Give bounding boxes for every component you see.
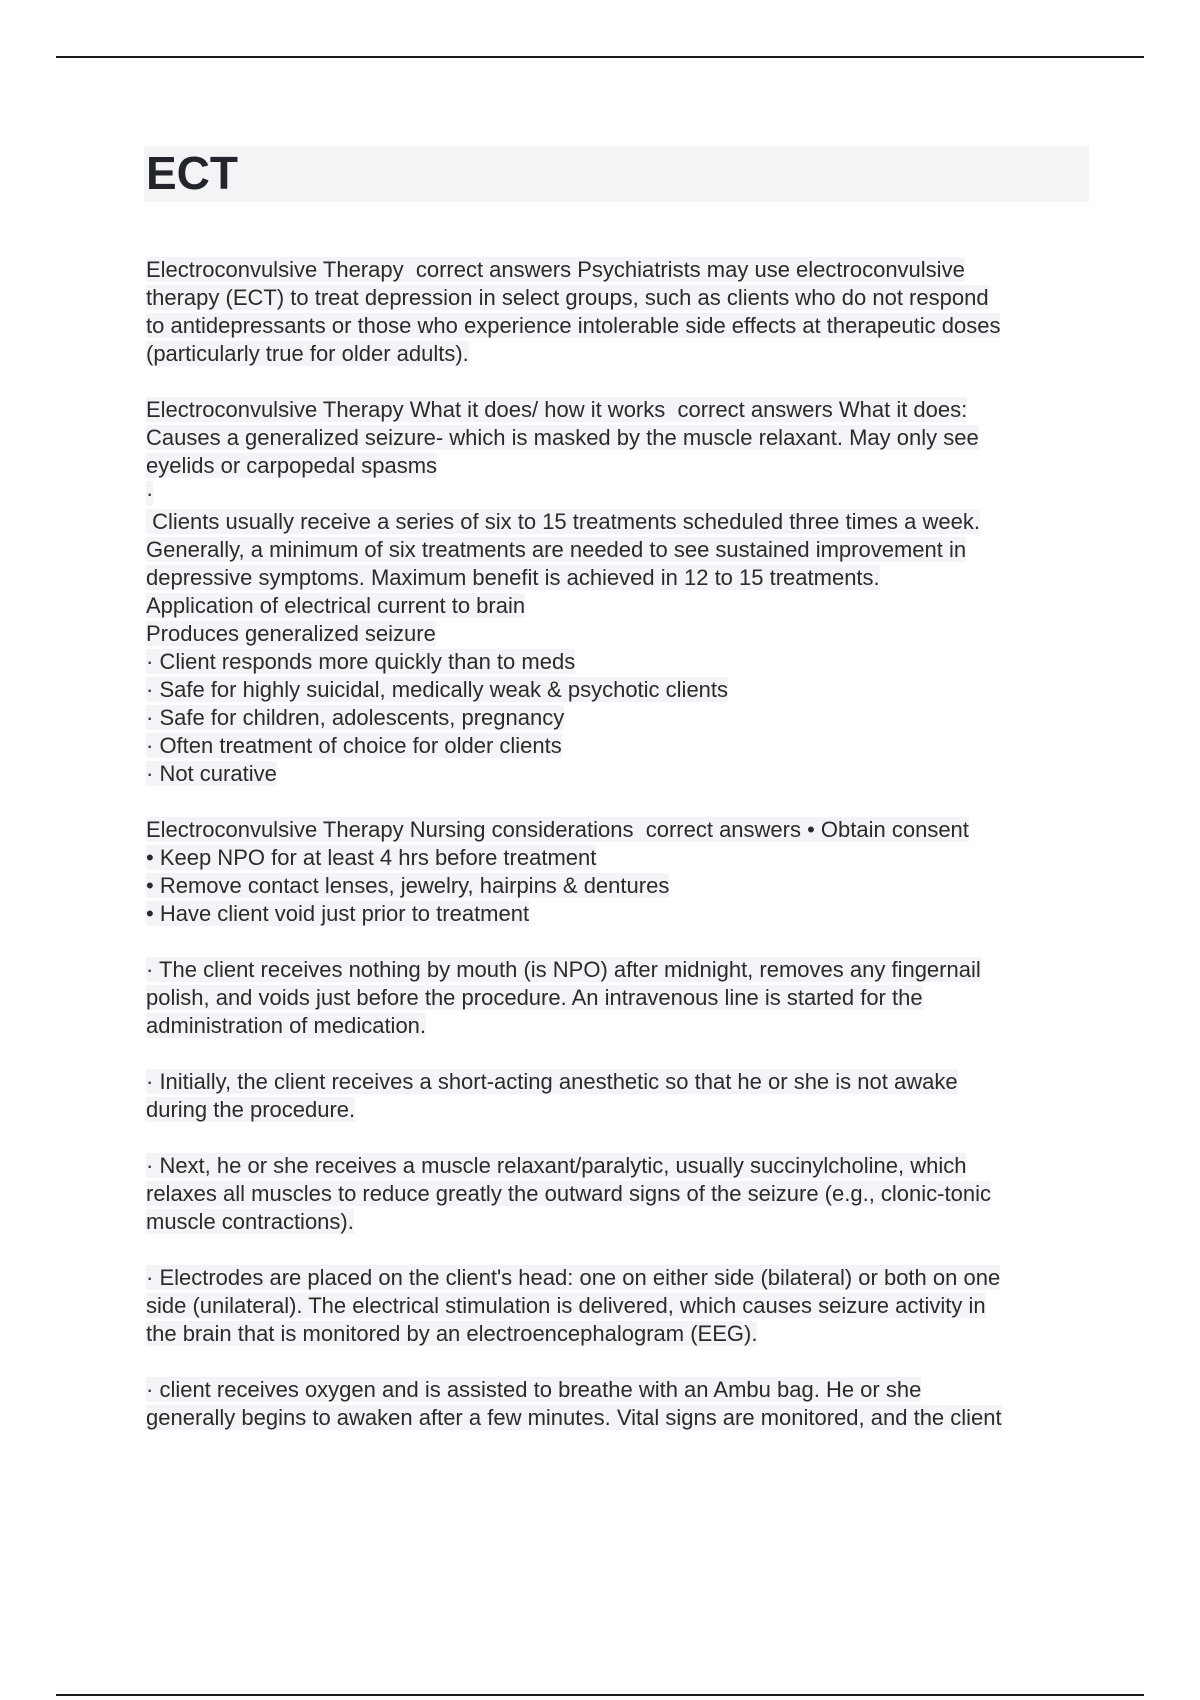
text-line <box>146 1096 1096 1124</box>
paragraph-gap <box>146 368 1096 396</box>
paragraph <box>146 1068 1096 1124</box>
text-line-content: • Remove contact lenses, jewelry, hairpins & dentures <box>146 873 670 898</box>
text-line-content: polish, and voids just before the procedure. An intravenous line is started for the <box>146 985 923 1010</box>
document-body <box>146 256 1096 1432</box>
paragraph-gap <box>146 1236 1096 1264</box>
text-line <box>146 1292 1096 1320</box>
text-line-content: Application of electrical current to brain <box>146 593 526 618</box>
text-line-content: · Electrodes are placed on the client's head: one on either side (bilateral) or both on one <box>146 1265 1001 1290</box>
text-line <box>146 648 1096 676</box>
text-line <box>146 984 1096 1012</box>
text-line-content: • Have client void just prior to treatment <box>146 901 530 926</box>
text-line <box>146 480 1096 508</box>
text-line <box>146 508 1096 536</box>
text-line <box>146 284 1096 312</box>
text-line-content: the brain that is monitored by an electroencephalogram (EEG). <box>146 1321 758 1346</box>
text-line <box>146 1404 1096 1432</box>
text-line-content: during the procedure. <box>146 1097 356 1122</box>
text-line <box>146 956 1096 984</box>
text-line-content: · Next, he or she receives a muscle relaxant/paralytic, usually succinylcholine, which <box>146 1153 967 1178</box>
text-line <box>146 256 1096 284</box>
paragraph-gap <box>146 1348 1096 1376</box>
text-line <box>146 900 1096 928</box>
text-line <box>146 1152 1096 1180</box>
text-line-content: · Safe for children, adolescents, pregnancy <box>146 705 565 730</box>
text-line <box>146 536 1096 564</box>
text-line-content: · The client receives nothing by mouth (is NPO) after midnight, removes any fingernail <box>146 957 981 982</box>
text-line-content: Clients usually receive a series of six to 15 treatments scheduled three times a week. <box>146 509 980 534</box>
text-line-content: administration of medication. <box>146 1013 427 1038</box>
text-line <box>146 816 1096 844</box>
paragraph-gap <box>146 1040 1096 1068</box>
text-line-content: · Often treatment of choice for older clients <box>146 733 562 758</box>
text-line-content: • Keep NPO for at least 4 hrs before treatment <box>146 845 597 870</box>
text-line <box>146 592 1096 620</box>
paragraph <box>146 1376 1096 1432</box>
text-line <box>146 844 1096 872</box>
paragraph-gap <box>146 928 1096 956</box>
paragraph <box>146 1152 1096 1236</box>
text-line-content: therapy (ECT) to treat depression in select groups, such as clients who do not respond <box>146 285 989 310</box>
paragraph <box>146 956 1096 1040</box>
text-line-content: Produces generalized seizure <box>146 621 436 646</box>
text-line-content: generally begins to awaken after a few minutes. Vital signs are monitored, and the client <box>146 1405 1002 1430</box>
text-line <box>146 452 1096 480</box>
text-line <box>146 312 1096 340</box>
text-line-content: muscle contractions). <box>146 1209 354 1234</box>
text-line <box>146 732 1096 760</box>
paragraph <box>146 1264 1096 1348</box>
paragraph <box>146 256 1096 368</box>
text-line-content: to antidepressants or those who experience intolerable side effects at therapeutic doses <box>146 313 1001 338</box>
text-line <box>146 396 1096 424</box>
text-line-content: Generally, a minimum of six treatments are needed to see sustained improvement in <box>146 537 967 562</box>
top-rule <box>56 56 1144 58</box>
text-line-content: relaxes all muscles to reduce greatly the outward signs of the seizure (e.g., clonic-tonic <box>146 1181 991 1206</box>
title-band <box>144 146 1089 202</box>
paragraph-gap <box>146 788 1096 816</box>
page-title: ECT <box>146 147 238 199</box>
text-line-content: Electroconvulsive Therapy correct answers Psychiatrists may use electroconvulsive <box>146 257 965 282</box>
text-line-content: depressive symptoms. Maximum benefit is achieved in 12 to 15 treatments. <box>146 565 880 590</box>
text-line <box>146 760 1096 788</box>
paragraph <box>146 816 1096 928</box>
text-line-content: · Safe for highly suicidal, medically weak & psychotic clients <box>146 677 729 702</box>
text-line-content: (particularly true for older adults). <box>146 341 469 366</box>
text-line <box>146 676 1096 704</box>
text-line-content: · <box>146 481 154 506</box>
text-line <box>146 704 1096 732</box>
text-line <box>146 1012 1096 1040</box>
bottom-rule <box>56 1694 1144 1696</box>
text-line <box>146 620 1096 648</box>
text-line <box>146 564 1096 592</box>
text-line-content: Causes a generalized seizure- which is masked by the muscle relaxant. May only see <box>146 425 979 450</box>
text-line-content: · Not curative <box>146 761 277 786</box>
text-line <box>146 424 1096 452</box>
paragraph <box>146 396 1096 788</box>
text-line-content: side (unilateral). The electrical stimulation is delivered, which causes seizure activity in <box>146 1293 986 1318</box>
text-line <box>146 340 1096 368</box>
text-line <box>146 1208 1096 1236</box>
text-line-content: Electroconvulsive Therapy What it does/ how it works correct answers What it does: <box>146 397 968 422</box>
text-line <box>146 1320 1096 1348</box>
text-line <box>146 1264 1096 1292</box>
text-line <box>146 1068 1096 1096</box>
text-line-content: Electroconvulsive Therapy Nursing considerations correct answers • Obtain consent <box>146 817 969 842</box>
text-line-content: eyelids or carpopedal spasms <box>146 453 438 478</box>
paragraph-gap <box>146 1124 1096 1152</box>
text-line <box>146 1180 1096 1208</box>
text-line-content: · Client responds more quickly than to meds <box>146 649 576 674</box>
text-line-content: · Initially, the client receives a short-acting anesthetic so that he or she is not awake <box>146 1069 958 1094</box>
text-line-content: · client receives oxygen and is assisted to breathe with an Ambu bag. He or she <box>146 1377 922 1402</box>
text-line <box>146 1376 1096 1404</box>
text-line <box>146 872 1096 900</box>
